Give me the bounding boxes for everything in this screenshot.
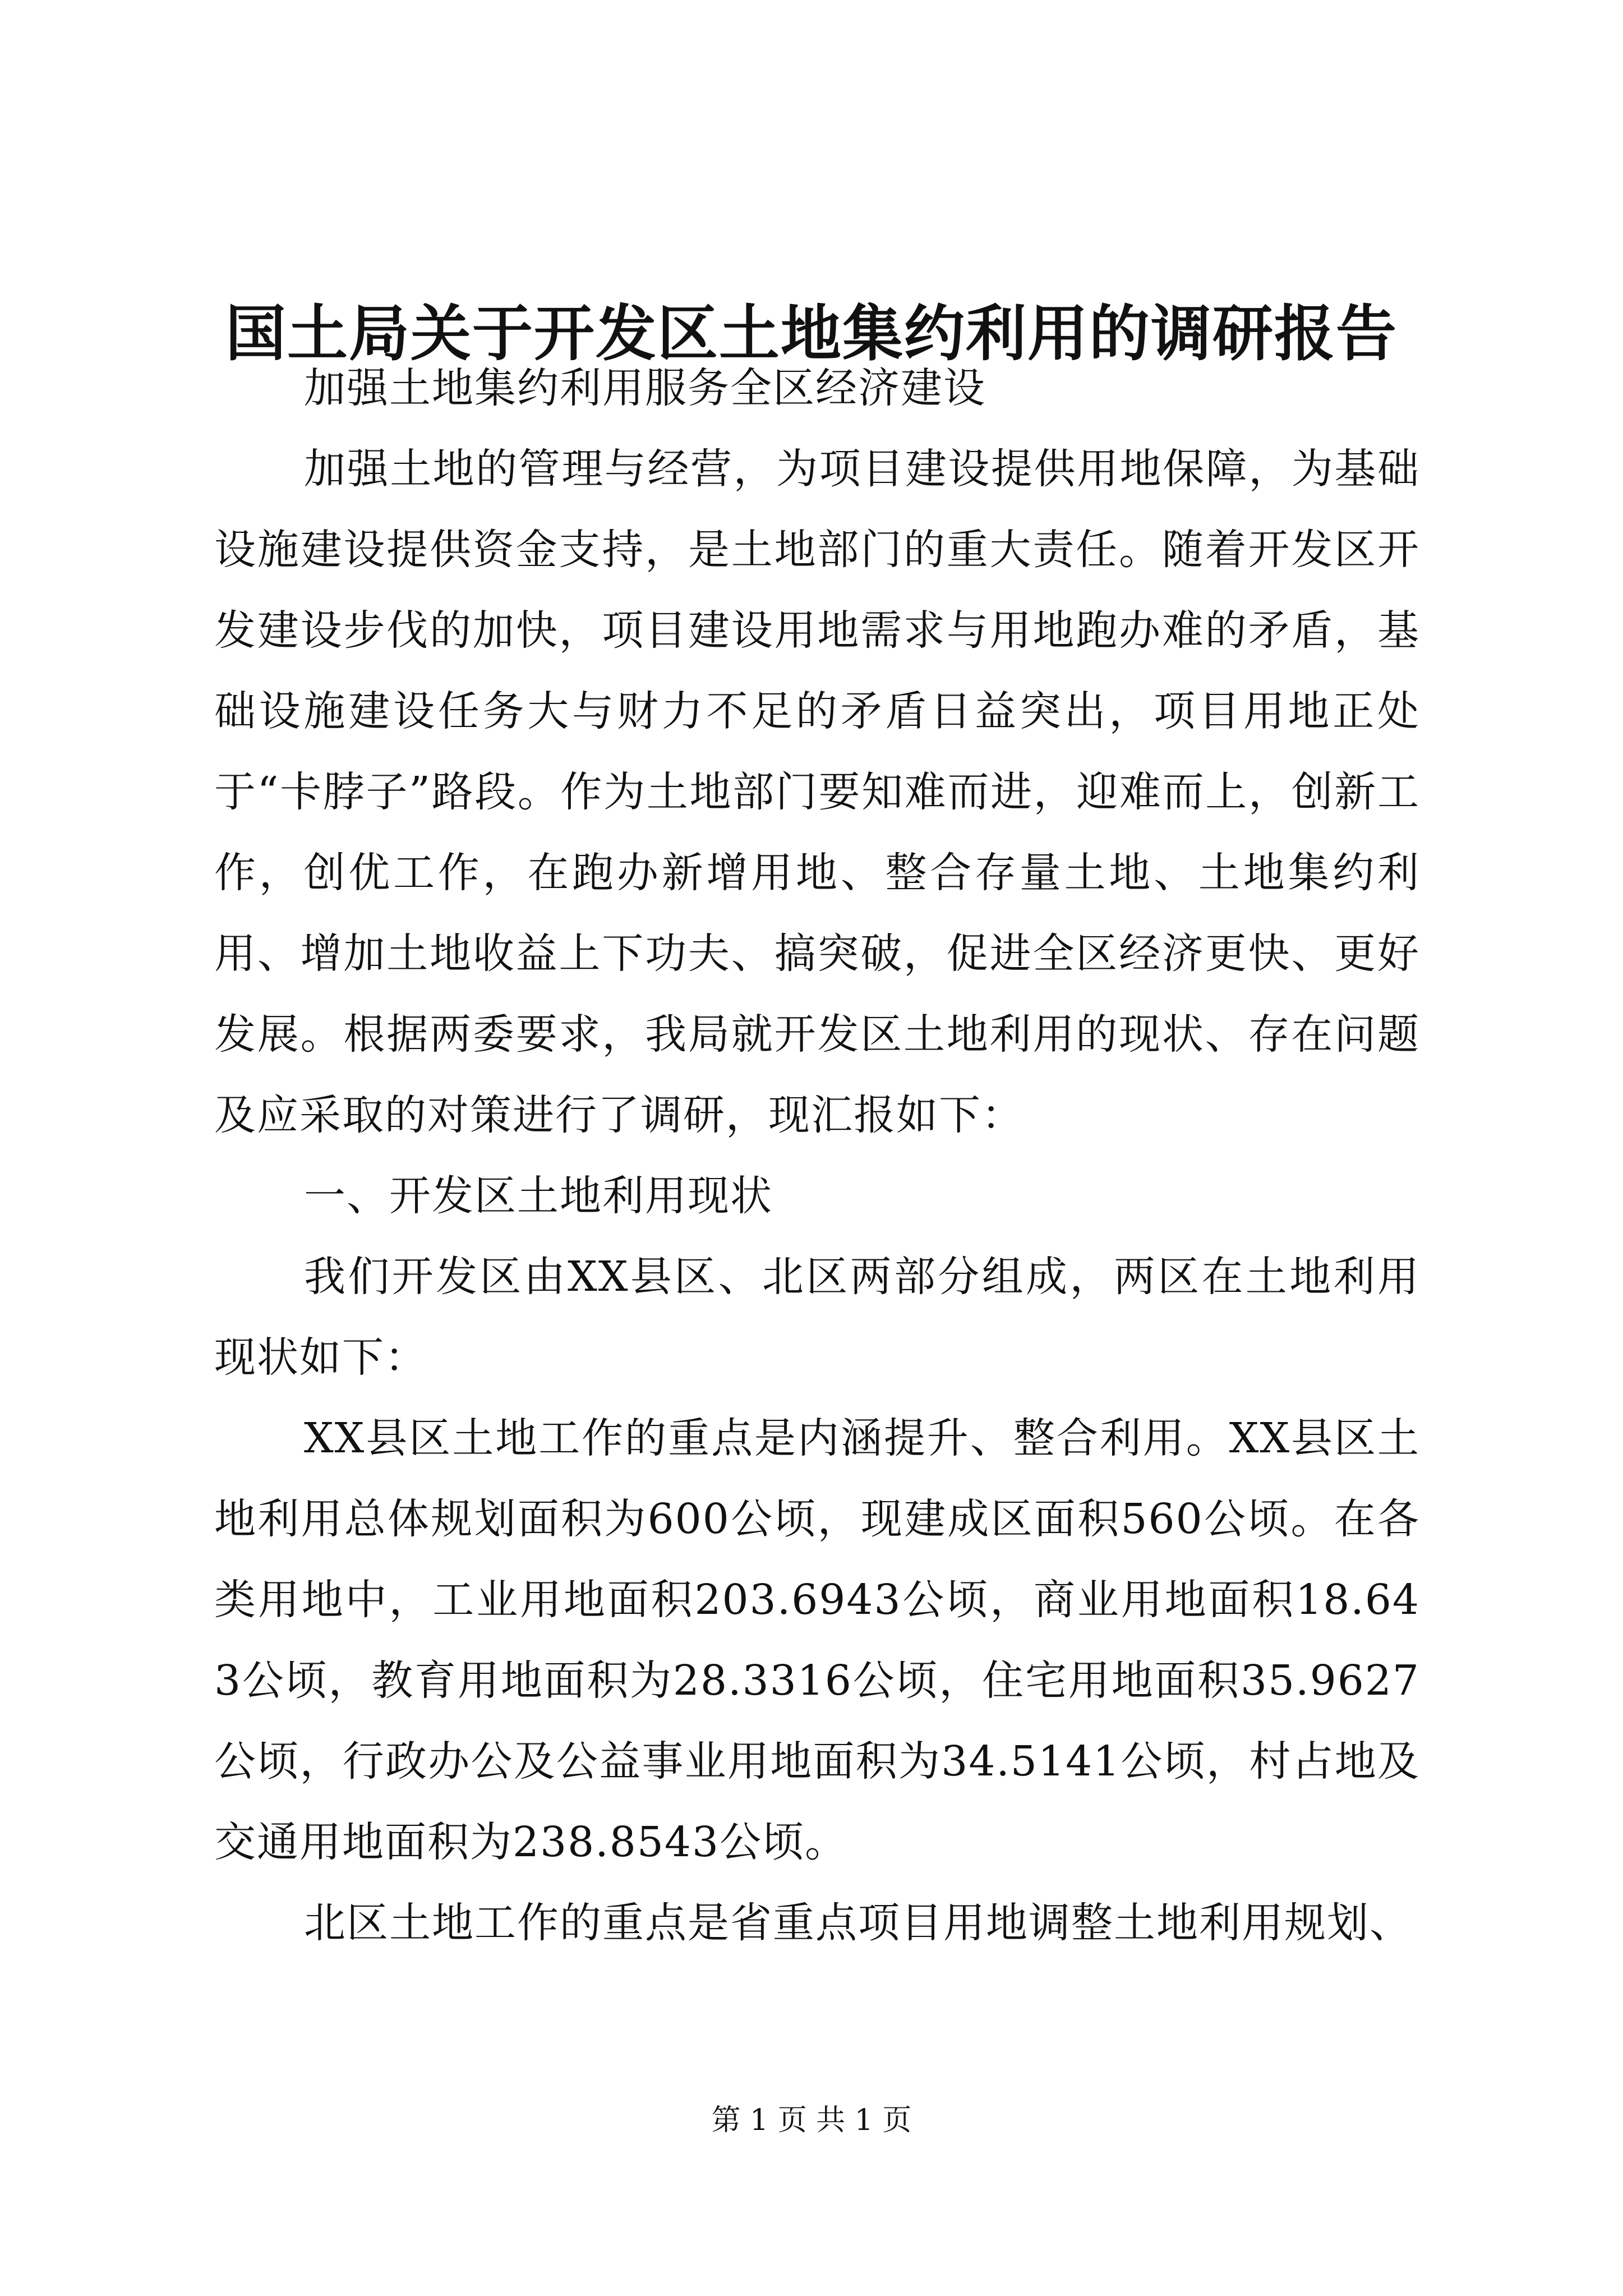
subtitle-paragraph: 加强土地集约利用服务全区经济建设 (304, 364, 986, 412)
page-number-footer: 第 1 页 共 1 页 (711, 2104, 912, 2137)
body-paragraph: XX县区土地工作的重点是内涵提升、整合利用。XX县区土地利用总体规划面积为600公顷，现建成区面积560公顷。在各类用地中，工业用地面积203.6943公顷，商业用地面积18.643公顷，教育用地面积为28.3316公顷，住宅用地面积35.9627公顷，行政办公及公益事业用地面积为34.5141公顷，村占地及交通用地面积为238.8543公顷。 (214, 1414, 1420, 1866)
document-body (214, 348, 1420, 1963)
intro-paragraph: 加强土地的管理与经营，为项目建设提供用地保障，为基础设施建设提供资金支持，是土地部门的重大责任。随着开发区开发建设步伐的加快，项目建设用地需求与用地跑办难的矛盾，基础设施建设任务大与财力不足的矛盾日益突出，项目用地正处于“卡脖子”路段。作为土地部门要知难而进，迎难而上，创新工作，创优工作，在跑办新增用地、整合存量土地、土地集约利用、增加土地收益上下功夫、搞突破，促进全区经济更快、更好发展。根据两委要求，我局就开发区土地利用的现状、存在问题及应采取的对策进行了调研，现汇报如下： (214, 445, 1420, 1139)
section-heading: 一、开发区土地利用现状 (304, 1172, 773, 1220)
document-title: 国土局关于开发区土地集约利用的调研报告 (225, 298, 1398, 369)
body-paragraph: 我们开发区由XX县区、北区两部分组成，两区在土地利用现状如下： (214, 1253, 1420, 1382)
body-paragraph: 北区土地工作的重点是省重点项目用地调整土地利用规划、 (304, 1899, 1412, 1947)
